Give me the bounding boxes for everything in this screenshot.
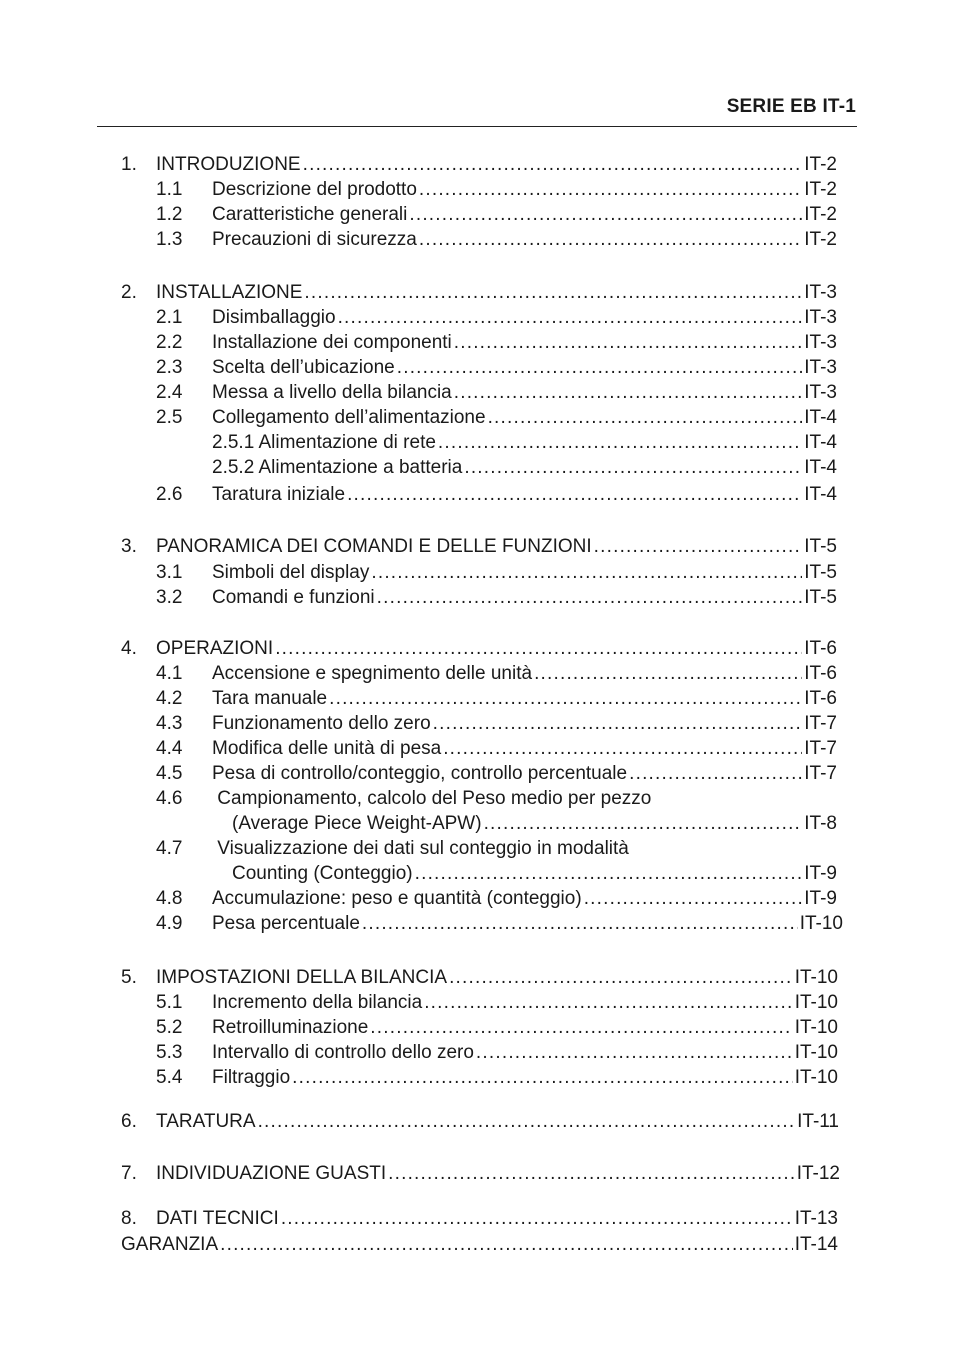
toc-entry-page: IT-5 [804,536,837,557]
toc-entry-number: 2.4 [156,382,183,403]
page-header-title: SERIE EB IT-1 [726,96,856,117]
toc-entry-title: Taratura iniziale [212,484,346,505]
toc-entry-page: IT-6 [804,688,837,709]
toc-dot-leader [347,483,802,507]
toc-entry-title: Precauzioni di sicurezza [212,229,417,250]
toc-dot-leader [419,178,802,202]
toc-entry-title: Descrizione del prodotto [212,179,417,200]
toc-dot-leader [443,737,802,761]
toc-dot-leader [258,1110,796,1134]
toc-entry-number: 5.3 [156,1042,183,1063]
toc-entry-title: DATI TECNICI [156,1208,279,1229]
toc-entry-title: PANORAMICA DEI COMANDI E DELLE FUNZIONI [156,536,592,557]
toc-entry-page: IT-3 [804,382,837,403]
toc-dot-leader [329,687,802,711]
toc-entry-page: IT-3 [804,357,837,378]
toc-dot-leader [370,1016,792,1040]
toc-entry-title: IMPOSTAZIONI DELLA BILANCIA [156,967,448,988]
toc-dot-leader [275,637,802,661]
toc-dot-leader [629,762,802,786]
toc-entry-page: IT-3 [804,282,837,303]
toc-entry[interactable] [121,153,837,177]
toc-entry[interactable] [156,406,837,430]
toc-entry-number: 4.2 [156,688,183,709]
toc-entry-page: IT-6 [804,663,837,684]
toc-entry[interactable] [156,331,837,355]
toc-entry-title: Retroilluminazione [212,1017,369,1038]
toc-entry-title: Funzionamento dello zero [212,713,431,734]
toc-entry-title: Scelta dell’ubicazione [212,357,395,378]
toc-entry-title: Pesa percentuale [212,913,360,934]
toc-entry[interactable] [156,712,837,736]
toc-dot-leader [338,306,803,330]
toc-entry-number: 2. [121,282,137,303]
toc-entry-title: Messa a livello della bilancia [212,382,452,403]
toc-entry[interactable] [156,586,837,610]
toc-entry-page: IT-2 [804,154,837,175]
toc-entry[interactable] [156,356,837,380]
toc-entry-number: 5.2 [156,1017,183,1038]
toc-entry[interactable] [212,456,837,480]
toc-entry-page: IT-10 [794,1042,838,1063]
toc-dot-leader [433,712,803,736]
toc-entry[interactable] [121,966,838,990]
toc-entry-number: 6. [121,1111,137,1132]
toc-dot-leader [488,406,803,430]
toc-entry[interactable] [232,812,837,836]
toc-entry[interactable] [156,561,837,585]
toc-entry-number: 8. [121,1208,137,1229]
toc-entry-title: Campionamento, calcolo del Peso medio per pezzo [217,788,652,809]
toc-entry-number: 2.5 [156,407,183,428]
toc-entry[interactable] [156,762,837,786]
toc-dot-leader [303,153,803,177]
toc-entry-number: 7. [121,1163,137,1184]
toc-dot-leader [476,1041,793,1065]
toc-entry-page: IT-12 [796,1163,840,1184]
toc-entry[interactable] [121,1207,838,1231]
toc-dot-leader [584,887,803,911]
toc-dot-leader [449,966,793,990]
toc-entry[interactable] [156,1041,838,1065]
toc-entry-number: 4.1 [156,663,183,684]
toc-entry-page: IT-13 [794,1208,838,1229]
toc-entry-number: 2.6 [156,484,183,505]
toc-entry-page: IT-2 [804,229,837,250]
toc-entry-title: Accensione e spegnimento delle unità [212,663,533,684]
toc-dot-leader [454,381,803,405]
toc-entry-number: 3. [121,536,137,557]
toc-entry-title: 2.5.1 Alimentazione di rete [212,432,436,453]
toc-entry-title: Comandi e funzioni [212,587,375,608]
toc-entry-title: Tara manuale [212,688,328,709]
toc-dot-leader [594,535,803,559]
toc-entry[interactable] [156,178,837,202]
toc-entry-title: 2.5.2 Alimentazione a batteria [212,457,463,478]
toc-entry-number: 4.3 [156,713,183,734]
toc-entry-number: 4.8 [156,888,183,909]
toc-entry-title: Intervallo di controllo dello zero [212,1042,474,1063]
toc-entry-page: IT-10 [794,1067,838,1088]
toc-entry-number: 4.7 [156,838,183,859]
toc-entry-title: Collegamento dell’alimentazione [212,407,486,428]
toc-entry-number: 3.1 [156,562,183,583]
toc-entry-title: Pesa di controllo/conteggio, controllo percentuale [212,763,628,784]
toc-entry[interactable] [156,483,837,507]
toc-entry[interactable] [156,1016,838,1040]
toc-entry[interactable] [156,787,837,811]
toc-entry[interactable] [156,228,837,252]
toc-entry-title: Disimballaggio [212,307,336,328]
toc-entry[interactable] [156,991,838,1015]
toc-entry-page: IT-9 [804,888,837,909]
toc-entry-number: 5.1 [156,992,183,1013]
toc-entry-page: IT-3 [804,332,837,353]
toc-dot-leader [438,431,802,455]
toc-dot-leader [409,203,802,227]
toc-dot-leader [454,331,803,355]
toc-entry-title: TARATURA [156,1111,256,1132]
toc-entry-title: GARANZIA [121,1234,219,1255]
toc-entry-number: 2.1 [156,307,183,328]
toc-dot-leader [415,862,803,886]
toc-entry[interactable] [121,281,837,305]
toc-entry[interactable] [156,203,837,227]
toc-entry-number: 1.2 [156,204,183,225]
toc-dot-leader [484,812,803,836]
toc-entry-page: IT-10 [794,992,838,1013]
toc-entry[interactable] [156,837,837,861]
toc-dot-leader [362,912,798,936]
toc-entry-page: IT-9 [804,863,837,884]
toc-entry-page: IT-5 [804,587,837,608]
toc-entry[interactable] [156,381,837,405]
toc-entry[interactable] [212,431,837,455]
toc-entry-number: 1. [121,154,137,175]
toc-dot-leader [371,561,802,585]
toc-entry[interactable] [121,1233,838,1257]
toc-entry-page: IT-14 [794,1234,838,1255]
toc-entry-title: Incremento della bilancia [212,992,423,1013]
toc-entry[interactable] [121,535,837,559]
toc-entry-page: IT-3 [804,307,837,328]
toc-entry-title: INSTALLAZIONE [156,282,303,303]
toc-dot-leader [292,1066,793,1090]
toc-entry[interactable] [156,887,837,911]
toc-entry-page: IT-11 [797,1111,839,1132]
toc-entry-page: IT-7 [804,738,837,759]
toc-entry-title: Modifica delle unità di pesa [212,738,442,759]
toc-entry-title: Simboli del display [212,562,370,583]
toc-entry-number: 4.9 [156,913,183,934]
toc-entry-page: IT-10 [794,967,838,988]
toc-dot-leader [281,1207,793,1231]
toc-entry-number: 5.4 [156,1067,183,1088]
toc-dot-leader [377,586,803,610]
toc-entry-page: IT-4 [804,432,837,453]
toc-entry[interactable] [156,912,843,936]
toc-entry-title: Accumulazione: peso e quantità (conteggio) [212,888,582,909]
toc-entry-number: 4. [121,638,137,659]
toc-dot-leader [220,1233,793,1257]
toc-entry-page: IT-10 [799,913,843,934]
toc-entry-page: IT-4 [804,407,837,428]
toc-entry-number: 4.6 [156,788,183,809]
toc-dot-leader [304,281,802,305]
toc-entry-title: Counting (Conteggio) [232,863,413,884]
toc-entry-number: 2.2 [156,332,183,353]
toc-entry-number: 3.2 [156,587,183,608]
toc-entry-page: IT-2 [804,204,837,225]
toc-dot-leader [424,991,793,1015]
toc-entry[interactable] [156,737,837,761]
toc-dot-leader [534,662,802,686]
toc-entry-title: INTRODUZIONE [156,154,301,175]
toc-entry-page: IT-10 [794,1017,838,1038]
toc-entry-page: IT-7 [804,713,837,734]
toc-entry-page: IT-4 [804,457,837,478]
toc-entry-title: (Average Piece Weight-APW) [232,813,482,834]
toc-entry-page: IT-4 [804,484,837,505]
toc-entry-page: IT-8 [804,813,837,834]
toc-entry-number: 4.5 [156,763,183,784]
toc-entry-title: INDIVIDUAZIONE GUASTI [156,1163,387,1184]
toc-entry-page: IT-7 [804,763,837,784]
toc-entry-number: 4.4 [156,738,183,759]
toc-entry-title: Visualizzazione dei dati sul conteggio in modalità [217,838,629,859]
toc-entry-number: 1.1 [156,179,183,200]
toc-entry-number: 2.3 [156,357,183,378]
toc-entry[interactable] [156,662,837,686]
toc-entry-number: 5. [121,967,137,988]
toc-entry-title: Caratteristiche generali [212,204,408,225]
toc-entry[interactable] [121,1110,839,1134]
toc-entry-title: Filtraggio [212,1067,291,1088]
toc-entry-page: IT-5 [804,562,837,583]
toc-entry-page: IT-6 [804,638,837,659]
toc-entry[interactable] [121,1162,840,1186]
toc-entry-page: IT-2 [804,179,837,200]
toc-entry-title: Installazione dei componenti [212,332,452,353]
toc-entry-number: 1.3 [156,229,183,250]
toc-dot-leader [397,356,803,380]
toc-dot-leader [419,228,802,252]
toc-dot-leader [464,456,802,480]
toc-entry[interactable] [121,637,837,661]
toc-entry[interactable] [232,862,837,886]
toc-dot-leader [388,1162,795,1186]
toc-entry[interactable] [156,306,837,330]
toc-entry[interactable] [156,687,837,711]
toc-entry-title: OPERAZIONI [156,638,274,659]
toc-entry[interactable] [156,1066,838,1090]
